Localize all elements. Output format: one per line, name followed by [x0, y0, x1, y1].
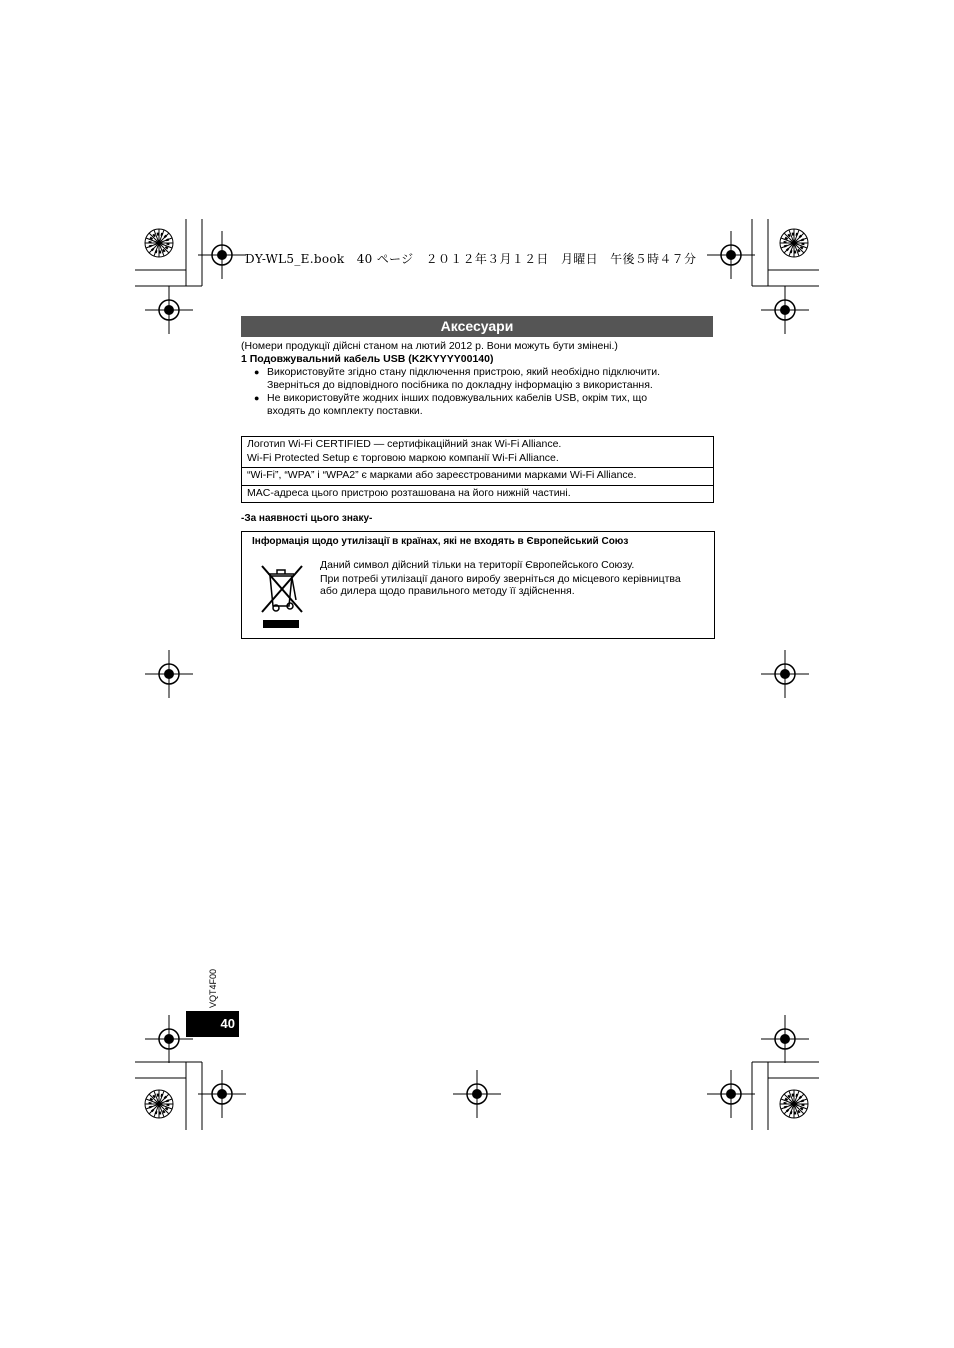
trademark-row1-line1: Логотип Wi-Fi CERTIFIED — сертифікаційний знак Wi-Fi Alliance. [247, 438, 562, 450]
table-row [242, 437, 713, 467]
disposal-box-title: Інформація щодо утилізації в країнах, які не входять в Європейський Союз [252, 536, 629, 547]
page-number: 40 [186, 1011, 239, 1037]
section-title: Аксесуари [241, 316, 713, 337]
disposal-line1: Даний символ дійсний тільки на території Європейського Союзу. [320, 559, 635, 571]
document-code: VQT4F00 [208, 968, 218, 1008]
trademark-row3: MAC-адреса цього пристрою розташована на його нижній частині. [247, 486, 571, 499]
disposal-info-box [241, 531, 715, 639]
trademark-table [241, 436, 714, 503]
accessories-note: (Номери продукції дійсні станом на лютий 2012 р. Вони можуть бути змінені.) [241, 340, 618, 352]
bullet1-line1: Використовуйте згідно стану підключення пристрою, який необхідно підключити. [267, 366, 661, 378]
table-row [242, 467, 713, 485]
bullet1-line2: Зверніться до відповідного посібника по докладну інформацію з використання. [267, 379, 653, 391]
trademark-row2: “Wi-Fi”, “WPA” і “WPA2” є марками або зареєстрованими марками Wi-Fi Alliance. [247, 469, 637, 481]
crossed-out-wheelie-bin-icon [256, 560, 306, 630]
table-row [242, 485, 713, 503]
trademark-row1-line2: Wi-Fi Protected Setup є торговою маркою компанії Wi-Fi Alliance. [247, 451, 559, 464]
disposal-heading: -За наявності цього знаку- [241, 513, 373, 524]
disposal-line2: При потребі утилізації даного виробу зверніться до місцевого керівництва [320, 573, 681, 585]
bullet-icon: ● [254, 367, 260, 377]
bullet2-line1: Не використовуйте жодних інших подовжувальних кабелів USB, окрім тих, що [267, 392, 648, 404]
bullet-icon: ● [254, 393, 260, 403]
disposal-line3: або дилера щодо правильного методу її здійснення. [320, 585, 575, 597]
bullet2-line2: входять до комплекту поставки. [267, 405, 423, 417]
accessory-item-title: 1 Подовжувальний кабель USB (K2KYYYY00140) [241, 353, 494, 365]
file-info-header: DY-WL5_E.book 40 ページ ２０１２年３月１２日 月曜日 午後５時４７分 [245, 252, 697, 266]
